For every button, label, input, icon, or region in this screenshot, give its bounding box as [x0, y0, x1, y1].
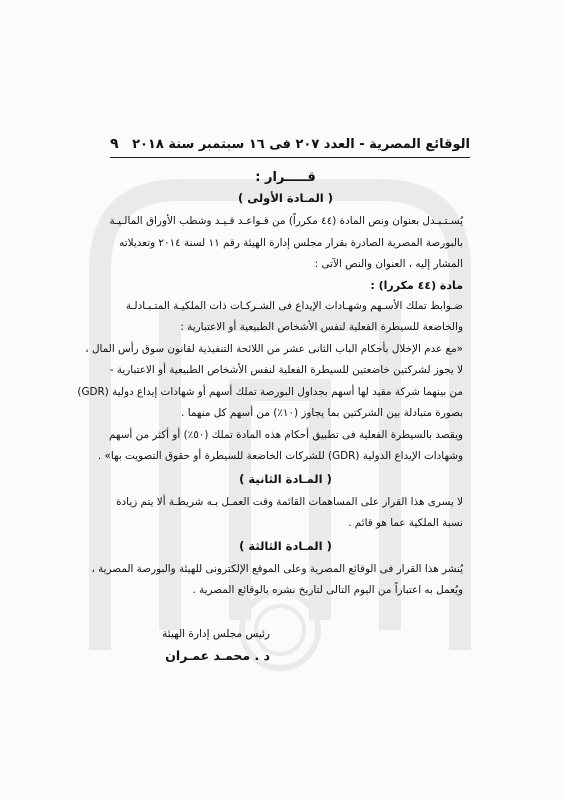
text-line: بصورة متبادلة بين الشركتين بما يجاوز (١٠٪) من أسهم كل منهما .	[181, 407, 463, 419]
text-line: لا يسرى هذا القرار على المساهمات القائمة وقت العمـل بـه شريطـة ألا يتم زيادة	[116, 495, 463, 508]
article-1-heading: ( المـادة الأولى )	[237, 191, 334, 205]
text-line: نسبة الملكية عما هو قائم .	[348, 517, 463, 529]
article-2-heading: ( المـادة الثانية )	[239, 471, 332, 486]
decision-title: قـــــرار :	[255, 170, 316, 185]
text-line: يُسـتـبـدل بعنوان ونص المادة (٤٤ مكرراً) من قـواعـد قـيـد وشطب الأوراق المالـيـة	[109, 215, 463, 227]
article-44-paragraph-2	[97, 425, 463, 468]
article-1-text	[108, 211, 463, 276]
decision-body	[77, 170, 463, 602]
text-line: المشار إليه ، العنوان والنص الآتى :	[314, 258, 463, 270]
article-44-paragraph-1	[77, 339, 463, 425]
text-line: «مع عدم الإخلال بأحكام الباب الثانى عشر من اللائحة التنفيذية لقانون سوق رأس المال ،	[85, 342, 463, 355]
signature-block	[120, 628, 270, 663]
article-44-title	[108, 296, 463, 339]
text-line: من بينهما شركة مقيد لها أسهم بجداول البورصة تملك أسهم أو شهادات إيداع دولية (GDR)	[77, 385, 463, 398]
signatory-title: رئيس مجلس إدارة الهيئة	[162, 628, 270, 640]
text-line: وشهادات الإيداع الدولية (GDR) للشركات الخاضعة للسيطرة أو حقوق التصويت بها» .	[97, 450, 463, 462]
signatory-name: د . محمـد عمـران	[165, 648, 270, 663]
page-header	[110, 133, 470, 158]
article-3-heading: ( المـادة الثالثة )	[239, 538, 332, 553]
article-2-text	[108, 492, 463, 535]
publication-title: الوقائع المصرية - العدد ٢٠٧ فى ١٦ سبتمبر سنة ٢٠١٨	[132, 136, 470, 152]
article-3-text	[91, 559, 463, 602]
text-line: ضـوابط تملك الأسـهم وشهـادات الإيداع فى الشـركـات ذات الملكيـة المتـبـادلـة	[125, 299, 463, 312]
text-line: ويقصد بالسيطرة الفعلية فى تطبيق أحكام هذه المادة تملك (٥٠٪) أو أكثر من أسهم	[108, 428, 463, 441]
text-line: والخاضعة للسيطرة الفعلية لنفس الأشخاص الطبيعية أو الاعتبارية :	[180, 321, 463, 333]
text-line: لا يجوز لشركتين خاضعتين للسيطرة الفعلية لنفس الأشخاص الطبيعية أو الاعتبارية -	[109, 364, 463, 376]
text-line: بالبورصة المصرية الصادرة بقرار مجلس إدارة الهيئة رقم ١١ لسنة ٢٠١٤ وتعديلاته	[119, 236, 463, 249]
text-line: ويُعمل به اعتباراً من اليوم التالى لتاريخ نشره بالوقائع المصرية .	[192, 584, 463, 596]
page-number: ٩	[110, 136, 119, 152]
article-44-heading: مادة (٤٤ مكررا) :	[370, 278, 463, 292]
text-line: يُنشر هذا القرار فى الوقائع المصرية وعلى الموقع الإلكترونى للهيئة والبورصة المصرية ،	[91, 562, 463, 575]
